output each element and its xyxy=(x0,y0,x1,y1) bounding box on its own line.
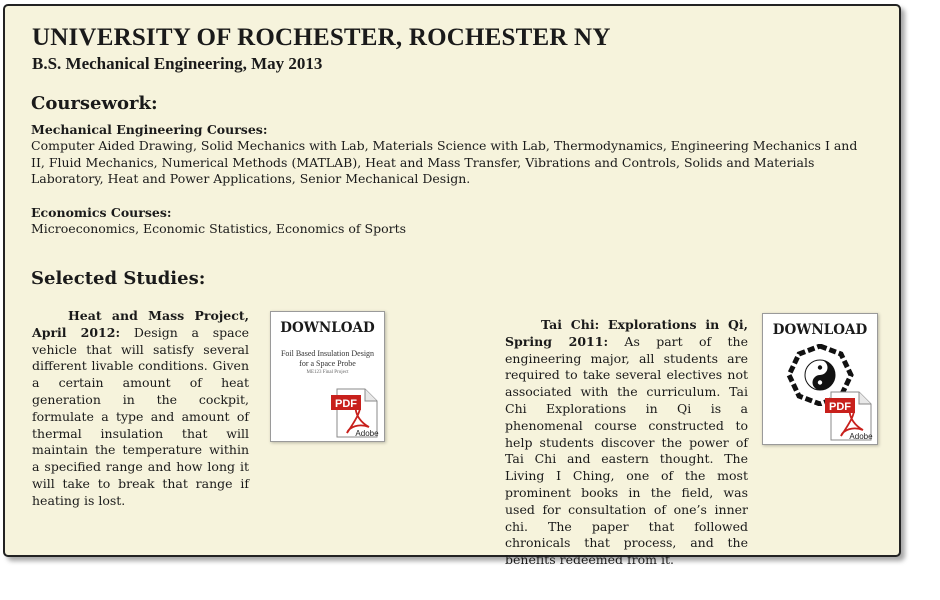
pdf-text: PDF xyxy=(335,398,357,410)
study-description: Design a space vehicle that will satisfy several different livable conditions. Given a certain amount of heat generation in the cockpit, formulate a type and amount of thermal insulation that will maintain the temperature within a specified range and how long it will take to break that range if heating is lost. xyxy=(32,324,249,508)
download-heat-mass-pdf-button[interactable] xyxy=(270,311,385,442)
pdf-icon xyxy=(329,387,381,439)
download-label: DOWNLOAD xyxy=(772,322,868,338)
mechanical-courses-title: Mechanical Engineering Courses: xyxy=(31,122,268,137)
study-title: Heat and Mass Project, April 2012: xyxy=(32,308,249,340)
mechanical-courses-list: Computer Aided Drawing, Solid Mechanics with Lab, Materials Science with Lab, Thermodynamics, Engineering Mechanics I and II, Fluid Mechanics, Numerical Methods (MATLAB), Heat and Mass Transfer, Vibrations and Controls, Solids and Materials Laboratory, Heat and Power Applications, Senior Mechanical Design. xyxy=(31,138,858,186)
university-heading: UNIVERSITY OF ROCHESTER, ROCHESTER NY xyxy=(32,24,611,51)
pdf-thumbnail-subtitle: ME123 Final Project xyxy=(306,370,349,375)
download-tai-chi-pdf-button[interactable] xyxy=(762,313,878,445)
pdf-thumbnail-title: Foil Based Insulation Design for a Space Probe xyxy=(280,349,375,368)
economics-courses-list: Microeconomics, Economic Statistics, Economics of Sports xyxy=(31,221,407,236)
study-heat-mass xyxy=(32,308,249,510)
pdf-text: PDF xyxy=(829,401,851,413)
selected-studies-heading: Selected Studies: xyxy=(31,268,206,289)
study-title: Tai Chi: Explorations in Qi, Spring 2011: xyxy=(505,317,748,349)
pdf-icon xyxy=(823,390,875,442)
adobe-text: Adobe xyxy=(355,429,379,438)
coursework-heading: Coursework: xyxy=(31,93,158,114)
economics-courses-title: Economics Courses: xyxy=(31,205,172,220)
resume-card xyxy=(3,4,901,568)
study-tai-chi xyxy=(505,317,748,569)
adobe-text: Adobe xyxy=(849,432,873,441)
download-label: DOWNLOAD xyxy=(280,320,375,336)
degree-line: B.S. Mechanical Engineering, May 2013 xyxy=(32,54,323,73)
study-description: As part of the engineering major, all students are required to take several electives not associated with the curriculum. Tai Chi Explorations in Qi is a phenomenal course constructed to help students discover the power of Tai Chi and eastern thought. The Living I Ching, one of the most prominent books in the field, was used for consultation of one’s inner chi. The paper that followed chronicals that process, and the benefits redeemed from it. xyxy=(505,333,748,568)
